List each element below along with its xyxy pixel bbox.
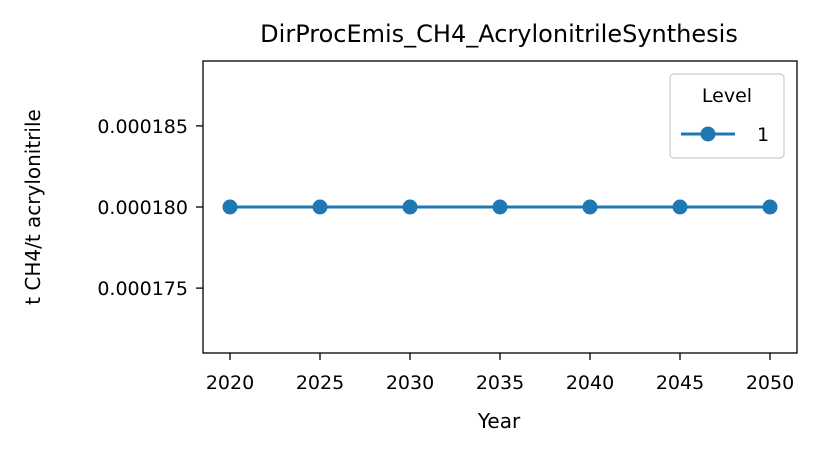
- data-point: [223, 200, 238, 215]
- x-axis-label: Year: [477, 409, 521, 433]
- data-point: [493, 200, 508, 215]
- x-tick-label: 2050: [745, 372, 795, 394]
- data-point: [583, 200, 598, 215]
- x-tick-label: 2020: [205, 372, 255, 394]
- data-point: [403, 200, 418, 215]
- x-tick-label: 2045: [655, 372, 705, 394]
- legend-series-marker: [701, 127, 716, 142]
- y-tick-label: 0.000185: [97, 115, 188, 138]
- legend-series-label: 1: [757, 124, 770, 146]
- data-point: [763, 200, 778, 215]
- x-tick-label: 2035: [475, 372, 525, 394]
- y-tick-label: 0.000175: [97, 278, 188, 301]
- y-tick-label: 0.000180: [97, 197, 188, 219]
- data-point: [673, 200, 688, 215]
- x-tick-label: 2040: [565, 372, 615, 394]
- x-tick-label: 2025: [295, 372, 345, 394]
- legend: [670, 74, 784, 158]
- legend-title: Level: [701, 85, 753, 107]
- y-axis-label: t CH4/t acrylonitrile: [21, 109, 45, 305]
- data-point: [313, 200, 328, 215]
- x-tick-label: 2030: [385, 372, 435, 394]
- chart-title: DirProcEmis_CH4_AcrylonitrileSynthesis: [260, 20, 738, 48]
